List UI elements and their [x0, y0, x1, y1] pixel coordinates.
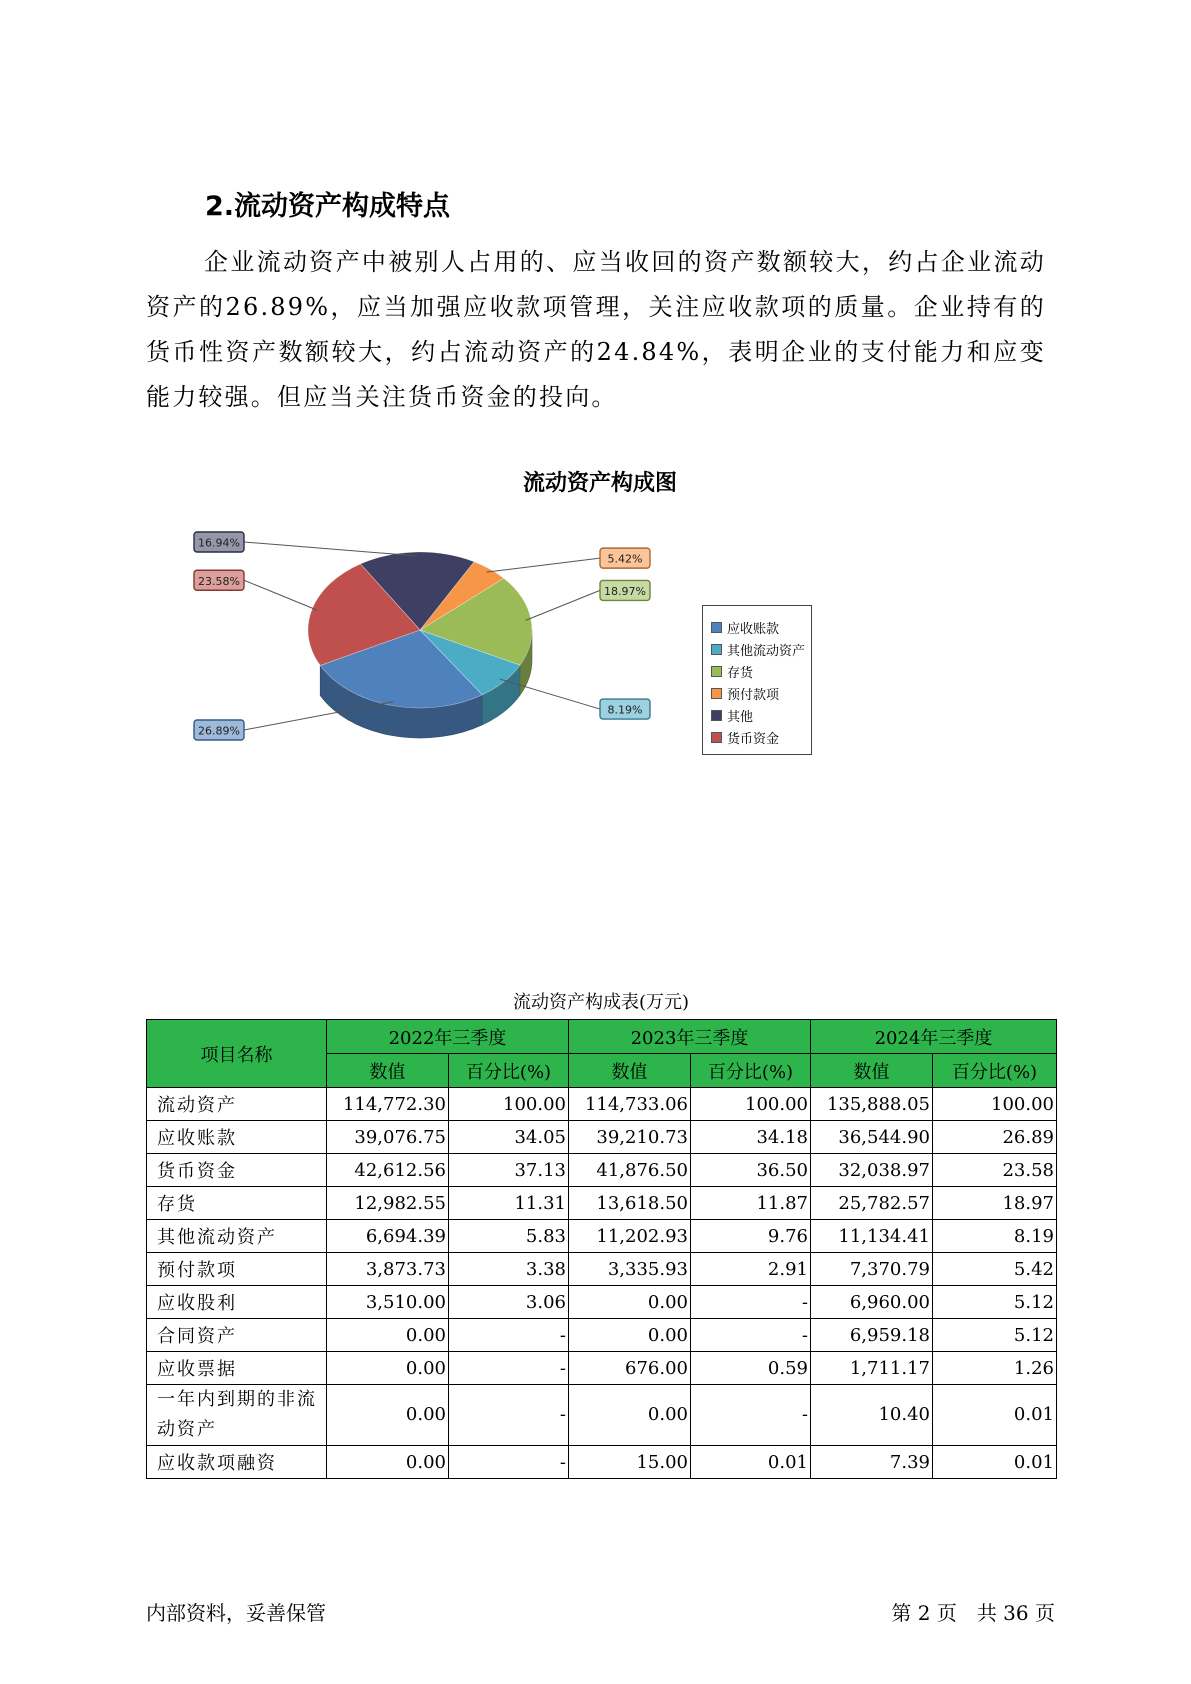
- table-cell: 39,076.75: [327, 1121, 449, 1154]
- table-cell: 25,782.57: [811, 1187, 933, 1220]
- row-label: 货币资金: [147, 1154, 327, 1187]
- row-label: 存货: [147, 1187, 327, 1220]
- footer-note: 内部资料，妥善保管: [146, 1601, 326, 1625]
- table-body: [147, 1088, 1057, 1479]
- table-cell: 676.00: [569, 1352, 691, 1385]
- legend-label: 其他: [727, 709, 754, 725]
- body-paragraph: 企业流动资产中被别人占用的、应当收回的资产数额较大，约占企业流动资产的26.89%，应当加强应收款项管理，关注应收款项的质量。企业持有的货币性资产数额较大，约占流动资产的24.84%，表明企业的支付能力和应变能力较强。但应当关注货币资金的投向。: [146, 248, 1046, 411]
- legend-label: 其他流动资产: [727, 643, 806, 659]
- table-cell: 7,370.79: [811, 1253, 933, 1286]
- row-label: 应收股利: [147, 1286, 327, 1319]
- section-heading: 2.流动资产构成特点: [205, 191, 451, 222]
- row-label: 一年内到期的非流动资产: [147, 1385, 327, 1446]
- table-cell: 1,711.17: [811, 1352, 933, 1385]
- table-cell: 135,888.05: [811, 1088, 933, 1121]
- legend-swatch: [711, 622, 722, 633]
- table-cell: 26.89: [933, 1121, 1057, 1154]
- legend-item: [711, 638, 811, 660]
- table-cell: 114,772.30: [327, 1088, 449, 1121]
- row-label: 预付款项: [147, 1253, 327, 1286]
- table-cell: 0.59: [691, 1352, 811, 1385]
- data-label: 16.94%: [198, 536, 240, 550]
- table-cell: 3,873.73: [327, 1253, 449, 1286]
- legend-label: 货币资金: [727, 731, 780, 747]
- legend-swatch: [711, 710, 722, 721]
- table-cell: 18.97: [933, 1187, 1057, 1220]
- table-row: [147, 1286, 1057, 1319]
- table-cell: 8.19: [933, 1220, 1057, 1253]
- table-cell: 0.00: [569, 1385, 691, 1446]
- row-label: 合同资产: [147, 1319, 327, 1352]
- table-cell: 0.01: [933, 1385, 1057, 1446]
- table-cell: 11.31: [449, 1187, 569, 1220]
- table-cell: 34.18: [691, 1121, 811, 1154]
- data-label: 23.58%: [198, 574, 240, 588]
- table-cell: 11.87: [691, 1187, 811, 1220]
- table-cell: 5.12: [933, 1286, 1057, 1319]
- legend-swatch: [711, 666, 722, 677]
- table-cell: 100.00: [691, 1088, 811, 1121]
- legend-swatch: [711, 732, 722, 743]
- table-cell: 12,982.55: [327, 1187, 449, 1220]
- table-cell: 7.39: [811, 1446, 933, 1479]
- table-cell: 0.00: [569, 1319, 691, 1352]
- table-cell: 3,510.00: [327, 1286, 449, 1319]
- row-label: 应收票据: [147, 1352, 327, 1385]
- header-item-name: 项目名称: [147, 1020, 327, 1088]
- table-cell: 3.38: [449, 1253, 569, 1286]
- table-cell: -: [691, 1319, 811, 1352]
- table-cell: 5.83: [449, 1220, 569, 1253]
- table-row: [147, 1088, 1057, 1121]
- table-row: [147, 1220, 1057, 1253]
- table-cell: 1.26: [933, 1352, 1057, 1385]
- header-percent: 百分比(%): [691, 1054, 811, 1088]
- table-cell: 39,210.73: [569, 1121, 691, 1154]
- legend-item: [711, 616, 811, 638]
- data-label: 18.97%: [604, 584, 646, 598]
- header-percent: 百分比(%): [933, 1054, 1057, 1088]
- table-row: [147, 1446, 1057, 1479]
- table-cell: 100.00: [933, 1088, 1057, 1121]
- legend-item: [711, 660, 811, 682]
- table-header: [147, 1020, 1057, 1088]
- data-label: 5.42%: [607, 552, 643, 566]
- table-caption: 流动资产构成表(万元): [512, 992, 690, 1013]
- table-cell: 0.00: [327, 1385, 449, 1446]
- table-row: [147, 1352, 1057, 1385]
- table-cell: 0.00: [327, 1319, 449, 1352]
- data-label: 26.89%: [198, 724, 240, 738]
- table-cell: 11,134.41: [811, 1220, 933, 1253]
- table-cell: 36.50: [691, 1154, 811, 1187]
- table-cell: 13,618.50: [569, 1187, 691, 1220]
- legend-swatch: [711, 688, 722, 699]
- table-cell: 37.13: [449, 1154, 569, 1187]
- legend-label: 存货: [727, 665, 754, 681]
- table-cell: 100.00: [449, 1088, 569, 1121]
- table-cell: 0.00: [327, 1446, 449, 1479]
- table-row: [147, 1154, 1057, 1187]
- table-cell: -: [449, 1352, 569, 1385]
- table-cell: 23.58: [933, 1154, 1057, 1187]
- header-percent: 百分比(%): [449, 1054, 569, 1088]
- header-period: 2024年三季度: [811, 1020, 1057, 1054]
- header-value: 数值: [327, 1054, 449, 1088]
- row-label: 其他流动资产: [147, 1220, 327, 1253]
- table-cell: 0.01: [933, 1446, 1057, 1479]
- legend-label: 预付款项: [727, 687, 780, 703]
- table-cell: -: [449, 1319, 569, 1352]
- data-label: 8.19%: [607, 703, 643, 717]
- table-cell: -: [691, 1286, 811, 1319]
- table-cell: 34.05: [449, 1121, 569, 1154]
- table-row: [147, 1319, 1057, 1352]
- page-number: 第 2 页 共 36 页: [891, 1601, 1055, 1625]
- current-assets-table: [146, 1019, 1057, 1479]
- legend-item: [711, 682, 811, 704]
- table-cell: 36,544.90: [811, 1121, 933, 1154]
- table-row: [147, 1253, 1057, 1286]
- pie-chart: [190, 530, 660, 745]
- row-label: 应收款项融资: [147, 1446, 327, 1479]
- table-cell: -: [449, 1446, 569, 1479]
- table-cell: 0.01: [691, 1446, 811, 1479]
- table-cell: -: [449, 1385, 569, 1446]
- table-row: [147, 1385, 1057, 1446]
- row-label: 应收账款: [147, 1121, 327, 1154]
- table-cell: 9.76: [691, 1220, 811, 1253]
- table-cell: 0.00: [327, 1352, 449, 1385]
- legend-item: [711, 726, 811, 748]
- header-value: 数值: [569, 1054, 691, 1088]
- chart-title: 流动资产构成图: [522, 471, 677, 496]
- table-cell: 15.00: [569, 1446, 691, 1479]
- row-label: 流动资产: [147, 1088, 327, 1121]
- legend-swatch: [711, 644, 722, 655]
- table-cell: 11,202.93: [569, 1220, 691, 1253]
- table-cell: 42,612.56: [327, 1154, 449, 1187]
- table-cell: 3.06: [449, 1286, 569, 1319]
- table-cell: 2.91: [691, 1253, 811, 1286]
- table-cell: 6,694.39: [327, 1220, 449, 1253]
- table-cell: 32,038.97: [811, 1154, 933, 1187]
- table-cell: 6,959.18: [811, 1319, 933, 1352]
- header-value: 数值: [811, 1054, 933, 1088]
- legend-item: [711, 704, 811, 726]
- header-period: 2022年三季度: [327, 1020, 569, 1054]
- table-cell: -: [691, 1385, 811, 1446]
- table-cell: 5.12: [933, 1319, 1057, 1352]
- table-cell: 3,335.93: [569, 1253, 691, 1286]
- table-cell: 10.40: [811, 1385, 933, 1446]
- table-row: [147, 1187, 1057, 1220]
- table-row: [147, 1121, 1057, 1154]
- table-cell: 114,733.06: [569, 1088, 691, 1121]
- table-cell: 6,960.00: [811, 1286, 933, 1319]
- table-cell: 5.42: [933, 1253, 1057, 1286]
- legend-label: 应收账款: [727, 621, 780, 637]
- table-cell: 41,876.50: [569, 1154, 691, 1187]
- header-period: 2023年三季度: [569, 1020, 811, 1054]
- chart-legend: [702, 605, 812, 755]
- table-cell: 0.00: [569, 1286, 691, 1319]
